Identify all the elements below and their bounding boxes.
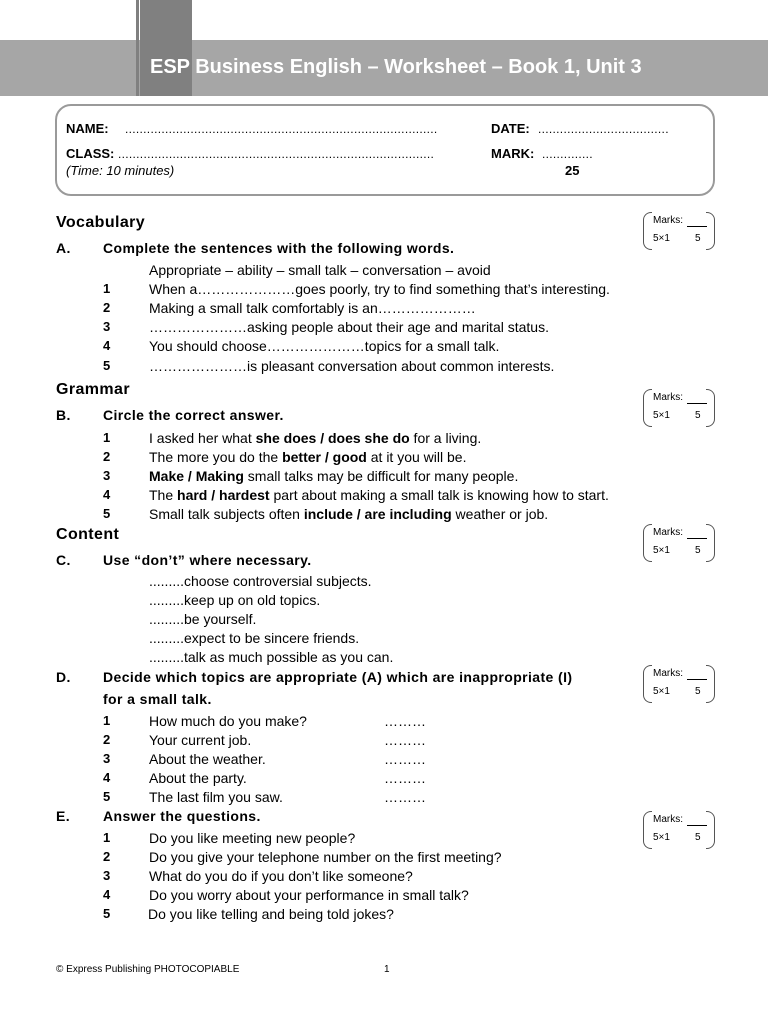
marks-label: Marks: [653,668,683,679]
topic-item-text: Your current job. [149,732,252,748]
section-e-instruction: Answer the questions. [103,808,261,824]
name-field[interactable]: ...................................................................................... [125,122,438,136]
grammar-choice[interactable]: hard / hardest [177,487,270,503]
marks-formula: 5×1 [653,545,670,556]
question-text: Do you worry about your performance in small talk? [149,887,469,903]
name-label: NAME: [66,121,109,136]
section-d-instruction-line2: for a small talk. [103,691,212,707]
vocab-item-number: 4 [103,338,111,353]
topic-answer-blank[interactable]: ……… [384,789,426,805]
section-b-instruction: Circle the correct answer. [103,407,284,423]
marks-value: 5 [695,233,701,244]
marks-formula: 5×1 [653,233,670,244]
grammar-item-text: I asked her what she does / does she do for a living. [149,430,482,446]
grammar-heading: Grammar [56,381,130,398]
content-item: .........expect to be sincere friends. [149,630,360,646]
question-number: 1 [103,830,111,845]
grammar-item-number: 4 [103,487,111,502]
vocab-item-text: …………………is pleasant conversation about common interests. [149,358,555,374]
marks-label: Marks: [653,527,683,538]
question-text: Do you like telling and being told jokes? [148,906,394,922]
footer-copyright: © Express Publishing PHOTOCOPIABLE [56,964,240,975]
section-a-letter: A. [56,240,71,256]
marks-value: 5 [695,832,701,843]
marks-label: Marks: [653,392,683,403]
marks-box-e [643,811,715,849]
marks-box-c [643,524,715,562]
section-d-instruction-line1: Decide which topics are appropriate (A) which are inappropriate (I) [103,669,573,685]
question-text: What do you do if you don’t like someone? [149,868,413,884]
grammar-item-text: Small talk subjects often include / are including weather or job. [149,506,549,522]
marks-box-b [643,389,715,427]
section-e-letter: E. [56,808,71,824]
content-item: .........talk as much possible as you can. [149,649,394,665]
marks-label: Marks: [653,814,683,825]
vocab-item-text: You should choose…………………topics for a small talk. [149,338,500,354]
grammar-item-text: Make / Making small talks may be difficult for many people. [149,468,519,484]
class-label: CLASS: [66,146,115,161]
section-d-letter: D. [56,669,71,685]
marks-label: Marks: [653,215,683,226]
marks-value: 5 [695,686,701,697]
time-limit: (Time: 10 minutes) [66,163,175,178]
section-b-letter: B. [56,407,71,423]
question-text: Do you like meeting new people? [149,830,356,846]
topic-item-text: About the party. [149,770,247,786]
grammar-item-number: 5 [103,506,111,521]
question-number: 4 [103,887,111,902]
date-field[interactable]: .................................... [538,122,669,136]
content-item: .........choose controversial subjects. [149,573,372,589]
marks-formula: 5×1 [653,832,670,843]
vocab-item-number: 3 [103,319,111,334]
grammar-item-text: The hard / hardest part about making a small talk is knowing how to start. [149,487,609,503]
marks-box-d [643,665,715,703]
vocab-item-text: …………………asking people about their age and marital status. [149,319,549,335]
topic-item-number: 4 [103,770,111,785]
topic-item-text: How much do you make? [149,713,307,729]
vocab-item-number: 5 [103,358,111,373]
header-tab [140,0,192,96]
class-field[interactable]: ....................................................................................... [118,147,435,161]
total-mark: 25 [565,163,580,178]
marks-box-a [643,212,715,250]
vocab-item-text: When a…………………goes poorly, try to find something that’s interesting. [149,281,610,297]
vocab-item-text: Making a small talk comfortably is an………………… [149,300,476,316]
question-number: 3 [103,868,111,883]
question-number: 5 [103,906,111,921]
section-a-instruction: Complete the sentences with the following words. [103,240,455,256]
grammar-item-number: 3 [103,468,111,483]
question-number: 2 [103,849,111,864]
question-text: Do you give your telephone number on the first meeting? [149,849,502,865]
mark-field[interactable]: .............. [542,147,593,161]
topic-answer-blank[interactable]: ……… [384,732,426,748]
topic-item-number: 2 [103,732,111,747]
topic-item-text: About the weather. [149,751,266,767]
topic-answer-blank[interactable]: ……… [384,770,426,786]
vocab-item-number: 1 [103,281,111,296]
header-tab-line [136,0,139,96]
marks-value: 5 [695,545,701,556]
grammar-item-number: 2 [103,449,111,464]
topic-answer-blank[interactable]: ……… [384,713,426,729]
word-list: Appropriate – ability – small talk – conversation – avoid [149,262,491,278]
topic-item-number: 3 [103,751,111,766]
topic-item-number: 1 [103,713,111,728]
grammar-item-text: The more you do the better / good at it you will be. [149,449,467,465]
topic-item-number: 5 [103,789,111,804]
mark-label: MARK: [491,146,535,161]
section-c-instruction: Use “don’t” where necessary. [103,552,312,568]
page-number: 1 [384,964,390,975]
grammar-choice[interactable]: Make / Making [149,468,244,484]
vocabulary-heading: Vocabulary [56,214,146,231]
topic-item-text: The last film you saw. [149,789,283,805]
marks-value: 5 [695,410,701,421]
grammar-choice[interactable]: include / are including [303,506,452,522]
section-c-letter: C. [56,552,71,568]
topic-answer-blank[interactable]: ……… [384,751,426,767]
worksheet-title: ESP Business English – Worksheet – Book 1, Unit 3 [150,56,642,78]
content-item: .........be yourself. [149,611,257,627]
marks-formula: 5×1 [653,410,670,421]
marks-formula: 5×1 [653,686,670,697]
grammar-choice[interactable]: she does / does she do [255,430,410,446]
vocab-item-number: 2 [103,300,111,315]
content-heading: Content [56,526,120,543]
date-label: DATE: [491,121,530,136]
grammar-choice[interactable]: better / good [282,449,367,465]
grammar-item-number: 1 [103,430,111,445]
content-item: .........keep up on old topics. [149,592,321,608]
